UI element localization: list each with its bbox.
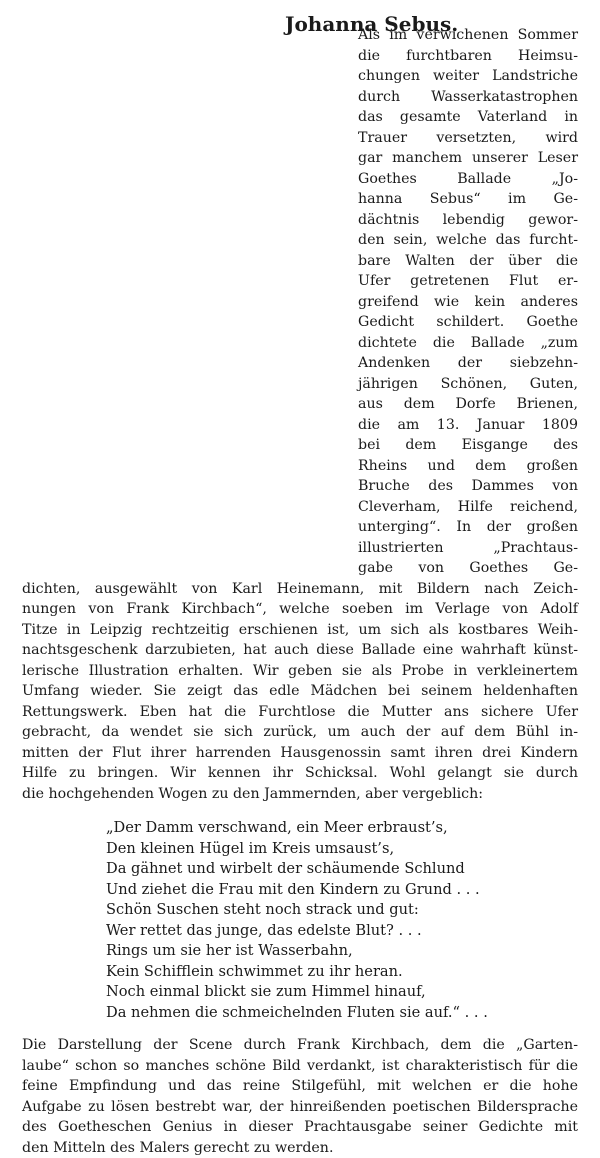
article-line: chungen weiter Landstriche — [358, 68, 578, 84]
article-line: gar manchem unserer Leser — [358, 150, 578, 166]
article-line: dichten, ausgewählt von Karl Heinemann, mit Bildern nach Zeich- — [22, 580, 578, 597]
article-title: Johanna Sebus. — [285, 12, 459, 36]
article-line: das gesamte Vaterland in — [358, 109, 578, 125]
article-line: Bruche des Dammes von — [358, 478, 578, 494]
article-line: Ufer getretenen Flut er- — [358, 273, 578, 289]
article-line: Goethes Ballade „Jo- — [358, 170, 578, 187]
verse-line: Kein Schifflein schwimmet zu ihr heran. — [106, 962, 403, 980]
article-line: Umfang wieder. Sie zeigt das edle Mädchen bei seinem heldenhaften — [22, 683, 578, 699]
closing-line: den Mitteln des Malers gerecht zu werden. — [22, 1139, 334, 1156]
article-line: durch Wasserkatastrophen — [358, 88, 578, 105]
article-line: Als im verwichenen Sommer — [358, 27, 578, 43]
article-line: Cleverham, Hilfe reichend, — [358, 498, 578, 515]
article-line: Titze in Leipzig rechtzeitig erschienen ist, um sich als kostbares Weih- — [22, 621, 578, 638]
verse-line: Wer rettet das junge, das edelste Blut? . . . — [106, 921, 422, 939]
verse-line: Schön Suschen steht noch strack und gut: — [106, 901, 419, 918]
article-line: die hochgehenden Wogen zu den Jammernden, aber vergeblich: — [22, 785, 484, 802]
article-line: dichtete die Ballade „zum — [358, 334, 578, 351]
article-line: aus dem Dorfe Brienen, — [358, 396, 578, 412]
closing-line: des Goetheschen Genius in dieser Prachtausgabe seiner Gedichte mit — [22, 1119, 578, 1135]
article-line: dächtnis lebendig gewor- — [358, 211, 578, 228]
verse-line: Den kleinen Hügel im Kreis umsaust’s, — [106, 839, 395, 857]
verse-line: Und ziehet die Frau mit den Kindern zu Grund . . . — [106, 880, 480, 898]
article-line: nachtsgeschenk darzubieten, hat auch diese Ballade eine wahrhaft künst- — [22, 642, 578, 658]
article-line: gebracht, da wendet sie sich zurück, um auch der auf dem Bühl in- — [22, 724, 578, 740]
article-line: mitten der Flut ihrer harrenden Hausgenossin samt ihren drei Kindern — [22, 744, 578, 761]
article-line: nungen von Frank Kirchbach“, welche soeben im Verlage von Adolf — [22, 601, 578, 617]
article-line: unterging“. In der großen — [358, 519, 578, 535]
article-line: Rettungswerk. Eben hat die Furchtlose die Mutter ans sichere Ufer — [22, 703, 578, 720]
article-line: jährigen Schönen, Guten, — [358, 375, 578, 392]
closing-line: Die Darstellung der Scene durch Frank Kirchbach, dem die „Garten- — [22, 1037, 578, 1053]
verse-line: „Der Damm verschwand, ein Meer erbraust’s, — [106, 819, 448, 836]
article-line: Rheins und dem großen — [358, 457, 578, 474]
verse-line: Noch einmal blickt sie zum Himmel hinauf, — [106, 983, 426, 1000]
verse-line: Rings um sie her ist Wasserbahn, — [106, 942, 353, 959]
article-line: Hilfe zu bringen. Wir kennen ihr Schicksal. Wohl gelangt sie durch — [22, 765, 578, 781]
article-line: lerische Illustration erhalten. Wir geben sie als Probe in verkleinertem — [22, 662, 578, 679]
closing-line: feine Empfindung und das reine Stilgefühl, mit welchen er die hohe — [22, 1078, 578, 1094]
verse-line: Da nehmen die schmeichelnden Fluten sie auf.“ . . . — [106, 1003, 488, 1021]
article-line: die furchtbaren Heimsu- — [358, 47, 578, 64]
article-line: bei dem Eisgange des — [358, 437, 578, 453]
closing-line: laube“ schon so manches schöne Bild verdankt, ist charakteristisch für die — [22, 1057, 578, 1074]
article-line: hanna Sebus“ im Ge- — [358, 191, 578, 207]
article-line: Gedicht schildert. Goethe — [358, 314, 578, 330]
article-line: Andenken der siebzehn- — [358, 355, 578, 371]
article-line: illustrierten „Prachtaus- — [358, 539, 578, 556]
article-line: greifend wie kein anderes — [358, 293, 578, 310]
verse-line: Da gähnet und wirbelt der schäumende Schlund — [106, 860, 465, 877]
article-line: den sein, welche das furcht- — [358, 232, 578, 248]
article-line: die am 13. Januar 1809 — [358, 416, 578, 433]
article-line: bare Walten der über die — [358, 252, 578, 269]
article-line: gabe von Goethes Ge- — [358, 560, 578, 576]
article-line: Trauer versetzten, wird — [358, 129, 578, 146]
closing-line: Aufgabe zu lösen bestrebt war, der hinreißenden poetischen Bildersprache — [22, 1098, 578, 1115]
